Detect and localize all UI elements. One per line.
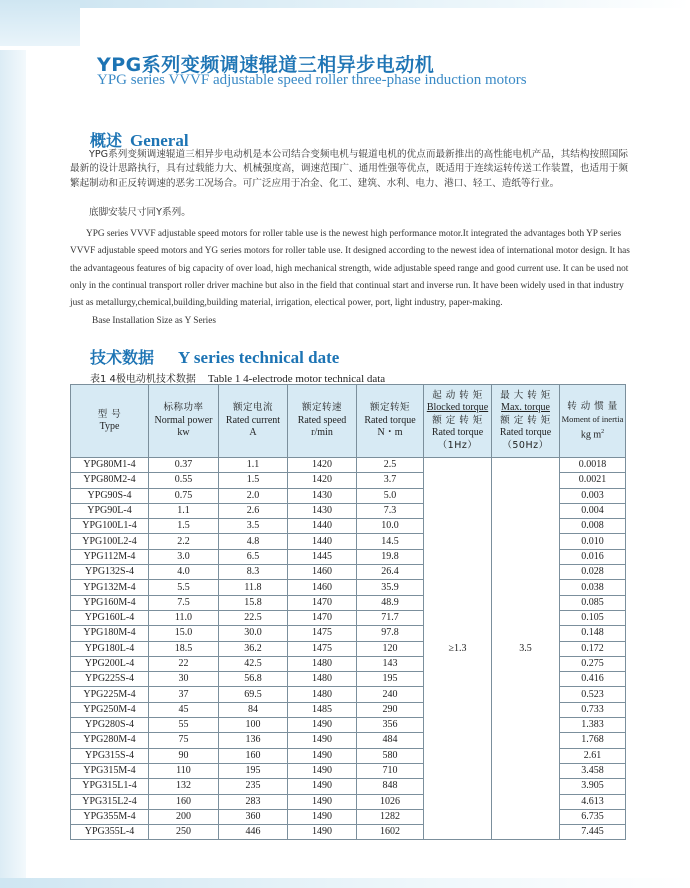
cell-power: 30	[149, 672, 219, 687]
cell-current: 2.6	[219, 503, 288, 518]
col-header-blocked-torque: 起 动 转 矩 Blocked torque 额 定 转 矩 Rated torque （1Hz）	[424, 385, 492, 458]
cell-speed: 1430	[288, 488, 357, 503]
cell-torque: 240	[357, 687, 424, 702]
cell-speed: 1470	[288, 595, 357, 610]
cell-power: 7.5	[149, 595, 219, 610]
cell-speed: 1480	[288, 672, 357, 687]
cell-type: YPG315M-4	[71, 763, 149, 778]
cell-torque: 14.5	[357, 534, 424, 549]
cell-torque: 26.4	[357, 565, 424, 580]
cell-inertia: 3.905	[560, 779, 626, 794]
col-header-speed: 额定转速 Rated speed r/min	[288, 385, 357, 458]
cell-power: 5.5	[149, 580, 219, 595]
cell-speed: 1480	[288, 687, 357, 702]
cell-inertia: 0.105	[560, 610, 626, 625]
cell-speed: 1440	[288, 519, 357, 534]
col-header-max-torque: 最 大 转 矩 Max. torque 额 定 转 矩 Rated torque （50Hz）	[492, 385, 560, 458]
cell-current: 8.3	[219, 565, 288, 580]
technical-heading	[90, 345, 339, 368]
decorative-side-band	[0, 50, 26, 888]
cell-torque: 10.0	[357, 519, 424, 534]
cell-type: YPG90S-4	[71, 488, 149, 503]
cell-speed: 1490	[288, 794, 357, 809]
page-subtitle: YPG series VVVF adjustable speed roller three-phase induction motors	[97, 72, 527, 88]
cell-inertia: 2.61	[560, 748, 626, 763]
technical-heading-zh: 技术数据	[90, 348, 155, 367]
table-row	[71, 458, 626, 473]
cell-power: 250	[149, 825, 219, 840]
cell-current: 100	[219, 718, 288, 733]
cell-current: 4.8	[219, 534, 288, 549]
cell-speed: 1490	[288, 825, 357, 840]
cell-torque: 97.8	[357, 626, 424, 641]
cell-power: 3.0	[149, 549, 219, 564]
cell-torque: 195	[357, 672, 424, 687]
cell-torque: 484	[357, 733, 424, 748]
decorative-top-band	[80, 0, 690, 8]
cell-type: YPG315L1-4	[71, 779, 149, 794]
cell-type: YPG355M-4	[71, 809, 149, 824]
cell-inertia: 7.445	[560, 825, 626, 840]
table-caption	[90, 370, 385, 385]
cell-inertia: 6.735	[560, 809, 626, 824]
cell-inertia: 4.613	[560, 794, 626, 809]
cell-power: 110	[149, 763, 219, 778]
cell-torque: 1602	[357, 825, 424, 840]
cell-power: 75	[149, 733, 219, 748]
technical-heading-en: Y series technical date	[178, 348, 340, 367]
general-paragraph-zh: YPG系列变频调速辊道三相异步电动机是本公司结合变频电机与辊道电机的优点而最新推出的高性能电机产品，其结构按照国际最新的设计思路执行，具有过载能力大、机械强度高，调速范围广、通用性强等优点，既适用于连续运转传送工作装置，也适用于频繁起制动和正反转调速的恶劣工况场合。可广泛应用于冶金、化工、建筑、水利、电力、港口、轻工、造纸等行业。	[70, 149, 628, 189]
cell-torque: 2.5	[357, 458, 424, 473]
cell-inertia: 0.085	[560, 595, 626, 610]
col-header-power: 标称功率 Normal power kw	[149, 385, 219, 458]
cell-power: 0.55	[149, 473, 219, 488]
cell-speed: 1475	[288, 626, 357, 641]
cell-torque: 710	[357, 763, 424, 778]
cell-type: YPG280S-4	[71, 718, 149, 733]
cell-torque: 48.9	[357, 595, 424, 610]
cell-speed: 1490	[288, 779, 357, 794]
cell-inertia: 0.0021	[560, 473, 626, 488]
cell-power: 90	[149, 748, 219, 763]
cell-type: YPG250M-4	[71, 702, 149, 717]
cell-current: 2.0	[219, 488, 288, 503]
cell-inertia: 0.148	[560, 626, 626, 641]
cell-torque: 3.7	[357, 473, 424, 488]
cell-power: 132	[149, 779, 219, 794]
cell-current: 22.5	[219, 610, 288, 625]
cell-power: 1.5	[149, 519, 219, 534]
cell-power: 22	[149, 656, 219, 671]
table-caption-zh: 表1 4极电动机技术数据	[90, 374, 196, 385]
cell-speed: 1420	[288, 473, 357, 488]
cell-type: YPG132M-4	[71, 580, 149, 595]
col-header-current: 额定电流 Rated current A	[219, 385, 288, 458]
cell-current: 1.5	[219, 473, 288, 488]
cell-speed: 1480	[288, 656, 357, 671]
cell-inertia: 0.0018	[560, 458, 626, 473]
cell-torque: 580	[357, 748, 424, 763]
cell-torque: 848	[357, 779, 424, 794]
cell-torque: 290	[357, 702, 424, 717]
general-paragraph-en: YPG series VVVF adjustable speed motors for roller table use is the newest high performance motor.It integrated the advantages both YP series VVVF adjustable speed motors and YG series motors for roller table use. It designed according to the newest idea of international motor design. It has the advantageous features of big capacity of over load, high mechanical strength, wide adjustable speed range and good current use. It can be used not only in the continual transport roller driver machine but also in the field that continual start and inverse run. It have been widely used in that industry just as metallurgy,chemical,building,building material, irrigation, electical power, port, light industry, paper-making.	[70, 229, 630, 309]
cell-torque: 35.9	[357, 580, 424, 595]
cell-current: 235	[219, 779, 288, 794]
table-header-row	[71, 385, 626, 458]
cell-type: YPG160M-4	[71, 595, 149, 610]
cell-type: YPG160L-4	[71, 610, 149, 625]
cell-type: YPG80M2-4	[71, 473, 149, 488]
cell-torque: 120	[357, 641, 424, 656]
base-note-en: Base Installation Size as Y Series	[92, 316, 217, 326]
cell-current: 136	[219, 733, 288, 748]
col-header-type: 型 号 Type	[71, 385, 149, 458]
cell-power: 2.2	[149, 534, 219, 549]
cell-type: YPG225M-4	[71, 687, 149, 702]
cell-torque: 1026	[357, 794, 424, 809]
cell-torque: 5.0	[357, 488, 424, 503]
cell-inertia: 0.038	[560, 580, 626, 595]
cell-power: 18.5	[149, 641, 219, 656]
cell-inertia: 1.383	[560, 718, 626, 733]
cell-power: 55	[149, 718, 219, 733]
cell-power: 11.0	[149, 610, 219, 625]
cell-power: 160	[149, 794, 219, 809]
cell-blocked-torque-ratio: ≥1.3	[424, 458, 492, 840]
cell-speed: 1460	[288, 580, 357, 595]
cell-power: 0.75	[149, 488, 219, 503]
cell-speed: 1490	[288, 733, 357, 748]
cell-current: 42.5	[219, 656, 288, 671]
cell-torque: 1282	[357, 809, 424, 824]
page-title: YPG系列变频调速辊道三相异步电动机	[97, 54, 435, 76]
cell-power: 37	[149, 687, 219, 702]
cell-current: 69.5	[219, 687, 288, 702]
cell-type: YPG200L-4	[71, 656, 149, 671]
cell-inertia: 0.003	[560, 488, 626, 503]
cell-power: 200	[149, 809, 219, 824]
cell-speed: 1420	[288, 458, 357, 473]
cell-current: 195	[219, 763, 288, 778]
cell-current: 15.8	[219, 595, 288, 610]
cell-power: 0.37	[149, 458, 219, 473]
motor-spec-table	[70, 384, 626, 840]
cell-speed: 1490	[288, 763, 357, 778]
cell-inertia: 0.275	[560, 656, 626, 671]
cell-current: 3.5	[219, 519, 288, 534]
cell-type: YPG90L-4	[71, 503, 149, 518]
cell-type: YPG180L-4	[71, 641, 149, 656]
cell-torque: 356	[357, 718, 424, 733]
cell-speed: 1485	[288, 702, 357, 717]
cell-speed: 1430	[288, 503, 357, 518]
cell-inertia: 0.016	[560, 549, 626, 564]
cell-type: YPG100L1-4	[71, 519, 149, 534]
cell-type: YPG112M-4	[71, 549, 149, 564]
cell-inertia: 0.008	[560, 519, 626, 534]
cell-current: 84	[219, 702, 288, 717]
cell-current: 56.8	[219, 672, 288, 687]
cell-type: YPG132S-4	[71, 565, 149, 580]
decorative-bottom-band	[0, 878, 690, 888]
cell-speed: 1445	[288, 549, 357, 564]
cell-inertia: 3.458	[560, 763, 626, 778]
cell-power: 15.0	[149, 626, 219, 641]
col-header-inertia: 转 动 惯 量 Moment of inertia kg $m^2$	[560, 385, 626, 458]
cell-current: 446	[219, 825, 288, 840]
cell-type: YPG100L2-4	[71, 534, 149, 549]
cell-speed: 1490	[288, 748, 357, 763]
cell-current: 160	[219, 748, 288, 763]
decorative-corner	[0, 0, 80, 46]
cell-type: YPG355L-4	[71, 825, 149, 840]
cell-speed: 1490	[288, 718, 357, 733]
cell-max-torque-ratio: 3.5	[492, 458, 560, 840]
table-caption-en: Table 1 4-electrode motor technical data	[207, 373, 386, 385]
cell-current: 1.1	[219, 458, 288, 473]
cell-speed: 1460	[288, 565, 357, 580]
general-heading-zh: 概述	[90, 131, 123, 150]
cell-torque: 7.3	[357, 503, 424, 518]
cell-current: 6.5	[219, 549, 288, 564]
base-note-zh: 底脚安装尺寸同Y系列。	[89, 207, 191, 218]
cell-type: YPG315L2-4	[71, 794, 149, 809]
cell-inertia: 1.768	[560, 733, 626, 748]
cell-torque: 143	[357, 656, 424, 671]
cell-type: YPG280M-4	[71, 733, 149, 748]
cell-speed: 1475	[288, 641, 357, 656]
cell-inertia: 0.733	[560, 702, 626, 717]
cell-inertia: 0.010	[560, 534, 626, 549]
cell-inertia: 0.172	[560, 641, 626, 656]
cell-speed: 1490	[288, 809, 357, 824]
cell-inertia: 0.416	[560, 672, 626, 687]
cell-power: 45	[149, 702, 219, 717]
cell-inertia: 0.004	[560, 503, 626, 518]
cell-current: 36.2	[219, 641, 288, 656]
cell-inertia: 0.523	[560, 687, 626, 702]
cell-power: 1.1	[149, 503, 219, 518]
cell-power: 4.0	[149, 565, 219, 580]
cell-current: 360	[219, 809, 288, 824]
table-body	[71, 458, 626, 840]
cell-speed: 1440	[288, 534, 357, 549]
cell-torque: 71.7	[357, 610, 424, 625]
general-heading-en: General	[130, 131, 189, 150]
cell-speed: 1470	[288, 610, 357, 625]
cell-type: YPG180M-4	[71, 626, 149, 641]
cell-type: YPG80M1-4	[71, 458, 149, 473]
col-header-torque: 额定转矩 Rated torque N・m	[357, 385, 424, 458]
cell-inertia: 0.028	[560, 565, 626, 580]
cell-torque: 19.8	[357, 549, 424, 564]
cell-current: 283	[219, 794, 288, 809]
cell-current: 30.0	[219, 626, 288, 641]
cell-type: YPG315S-4	[71, 748, 149, 763]
cell-current: 11.8	[219, 580, 288, 595]
cell-type: YPG225S-4	[71, 672, 149, 687]
